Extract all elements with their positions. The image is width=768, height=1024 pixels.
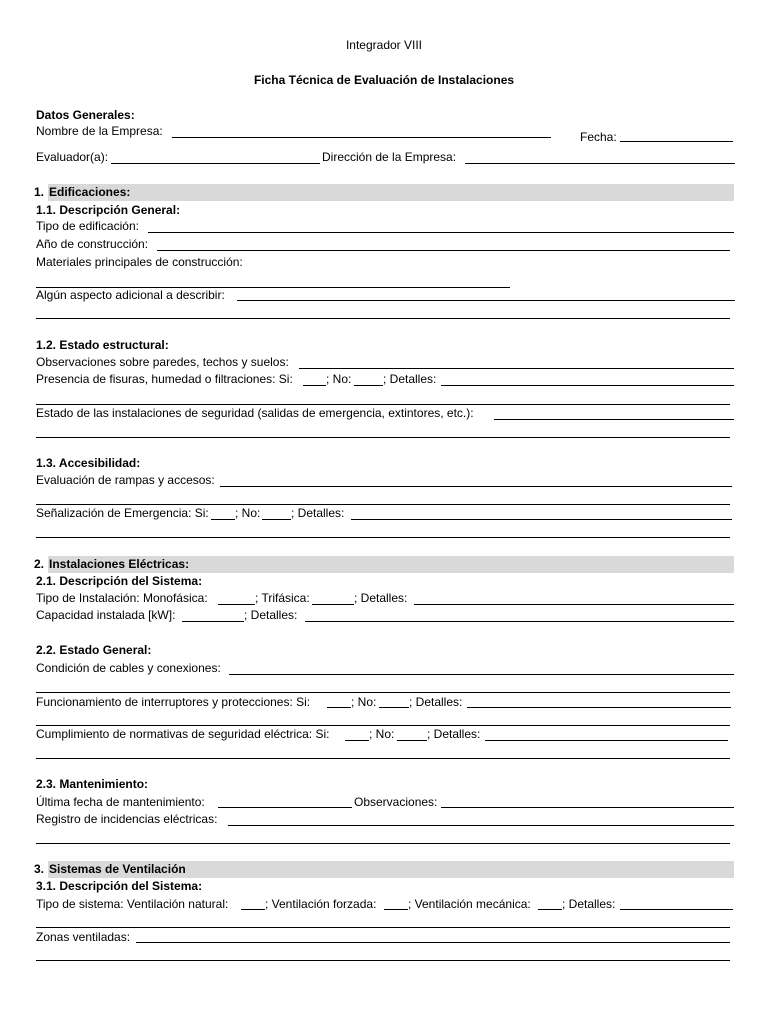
section-3-title: Sistemas de Ventilación	[49, 862, 186, 876]
evaluator-label: Evaluador(a):	[36, 150, 109, 164]
vent-details-field-line-2[interactable]	[36, 927, 730, 928]
switches-yes-field[interactable]	[327, 707, 351, 708]
section-3-band	[48, 861, 734, 878]
ramps-label: Evaluación de rampas y accesos:	[36, 473, 215, 487]
safety-field[interactable]	[494, 419, 734, 420]
install-details-field[interactable]	[414, 604, 734, 605]
additional-field-line-2[interactable]	[36, 318, 730, 319]
section-1-number: 1.	[34, 185, 45, 199]
zones-field-line-2[interactable]	[36, 960, 730, 961]
signage-label: Señalización de Emergencia: Si:	[36, 506, 209, 520]
norms-details-label: ; Detalles:	[427, 727, 481, 741]
additional-field[interactable]	[237, 300, 735, 301]
capacity-label: Capacidad instalada [kW]:	[36, 608, 176, 622]
subsection-1-1-heading: 1.1. Descripción General:	[36, 203, 181, 217]
subsection-2-3-heading: 2.3. Mantenimiento:	[36, 777, 149, 791]
cracks-details-field[interactable]	[441, 385, 734, 386]
section-2-number: 2.	[34, 557, 45, 571]
cables-field-line-2[interactable]	[36, 692, 730, 693]
install-details-label: ; Detalles:	[354, 591, 408, 605]
incidents-label: Registro de incidencias eléctricas:	[36, 812, 218, 826]
build-year-label: Año de construcción:	[36, 237, 149, 251]
switches-details-field[interactable]	[467, 707, 731, 708]
incidents-field-line-2[interactable]	[36, 843, 730, 844]
date-label: Fecha:	[580, 130, 617, 144]
section-2-band	[48, 556, 734, 573]
vent-details-label: ; Detalles:	[562, 897, 616, 911]
observations-label: Observaciones sobre paredes, techos y suelos:	[36, 355, 289, 369]
vent-details-field[interactable]	[620, 909, 733, 910]
company-name-label: Nombre de la Empresa:	[36, 124, 163, 138]
subsection-2-1-heading: 2.1. Descripción del Sistema:	[36, 574, 203, 588]
section-1-band	[48, 184, 734, 201]
section-2-title: Instalaciones Eléctricas:	[49, 557, 190, 571]
general-heading: Datos Generales:	[36, 108, 135, 122]
building-type-field[interactable]	[148, 232, 734, 233]
norms-label: Cumplimiento de normativas de seguridad eléctrica: Si:	[36, 727, 330, 741]
cracks-details-field-line-2[interactable]	[36, 404, 730, 405]
incidents-field[interactable]	[228, 825, 734, 826]
building-type-label: Tipo de edificación:	[36, 219, 139, 233]
vent-natural-field[interactable]	[241, 909, 265, 910]
maintenance-obs-label: Observaciones:	[354, 795, 438, 809]
capacity-field[interactable]	[182, 621, 244, 622]
address-label: Dirección de la Empresa:	[322, 150, 457, 164]
switches-no-label: ; No:	[351, 695, 377, 709]
signage-no-label: ; No:	[235, 506, 261, 520]
norms-details-field[interactable]	[485, 740, 728, 741]
materials-label: Materiales principales de construcción:	[36, 255, 243, 269]
section-1-title: Edificaciones:	[49, 185, 131, 199]
subsection-2-2-heading: 2.2. Estado General:	[36, 643, 152, 657]
install-type-label: Tipo de Instalación: Monofásica:	[36, 591, 208, 605]
signage-details-field[interactable]	[351, 519, 732, 520]
switches-no-field[interactable]	[379, 707, 409, 708]
norms-no-field[interactable]	[397, 740, 427, 741]
capacity-details-label: ; Detalles:	[244, 608, 298, 622]
vent-mechanical-field[interactable]	[538, 909, 562, 910]
cracks-details-label: ; Detalles:	[383, 372, 437, 386]
cables-field[interactable]	[229, 674, 734, 675]
page-title: Ficha Técnica de Evaluación de Instalaciones	[253, 73, 515, 87]
build-year-field[interactable]	[157, 250, 730, 251]
switches-details-label: ; Detalles:	[409, 695, 463, 709]
address-field[interactable]	[465, 163, 735, 164]
maintenance-date-label: Última fecha de mantenimiento:	[36, 795, 205, 809]
cracks-no-field[interactable]	[354, 385, 383, 386]
ramps-field-line-2[interactable]	[36, 504, 730, 505]
course-name: Integrador VIII	[345, 38, 423, 52]
capacity-details-field[interactable]	[305, 621, 734, 622]
safety-label: Estado de las instalaciones de seguridad (salidas de emergencia, extintores, etc.):	[36, 406, 474, 420]
subsection-1-2-heading: 1.2. Estado estructural:	[36, 338, 169, 352]
signage-details-field-line-2[interactable]	[36, 537, 730, 538]
norms-yes-field[interactable]	[345, 740, 369, 741]
safety-field-line-2[interactable]	[36, 437, 730, 438]
cracks-no-label: ; No:	[326, 372, 352, 386]
install-tri-label: ; Trifásica:	[255, 591, 310, 605]
date-field[interactable]	[620, 141, 733, 142]
norms-no-label: ; No:	[369, 727, 395, 741]
maintenance-obs-field[interactable]	[441, 807, 734, 808]
vent-forced-field[interactable]	[384, 909, 408, 910]
signage-yes-field[interactable]	[211, 519, 235, 520]
evaluator-field[interactable]	[111, 163, 320, 164]
switches-details-field-line-2[interactable]	[36, 725, 730, 726]
vent-mechanical-label: ; Ventilación mecánica:	[408, 897, 531, 911]
maintenance-date-field[interactable]	[218, 807, 352, 808]
section-3-number: 3.	[34, 862, 45, 876]
company-name-field[interactable]	[172, 137, 551, 138]
norms-details-field-line-2[interactable]	[36, 758, 730, 759]
observations-field[interactable]	[299, 368, 734, 369]
install-mono-field[interactable]	[218, 604, 255, 605]
cracks-yes-field[interactable]	[303, 385, 326, 386]
signage-no-field[interactable]	[262, 519, 291, 520]
zones-field[interactable]	[136, 942, 730, 943]
install-tri-field[interactable]	[312, 604, 354, 605]
signage-details-label: ; Detalles:	[291, 506, 345, 520]
cracks-label: Presencia de fisuras, humedad o filtraciones: Si:	[36, 372, 293, 386]
zones-label: Zonas ventiladas:	[36, 930, 131, 944]
vent-type-label: Tipo de sistema: Ventilación natural:	[36, 897, 229, 911]
subsection-1-3-heading: 1.3. Accesibilidad:	[36, 456, 141, 470]
vent-forced-label: ; Ventilación forzada:	[265, 897, 377, 911]
switches-label: Funcionamiento de interruptores y protecciones: Si:	[36, 695, 311, 709]
additional-label: Algún aspecto adicional a describir:	[36, 288, 225, 302]
subsection-3-1-heading: 3.1. Descripción del Sistema:	[36, 879, 203, 893]
ramps-field[interactable]	[220, 486, 732, 487]
cables-label: Condición de cables y conexiones:	[36, 661, 221, 675]
